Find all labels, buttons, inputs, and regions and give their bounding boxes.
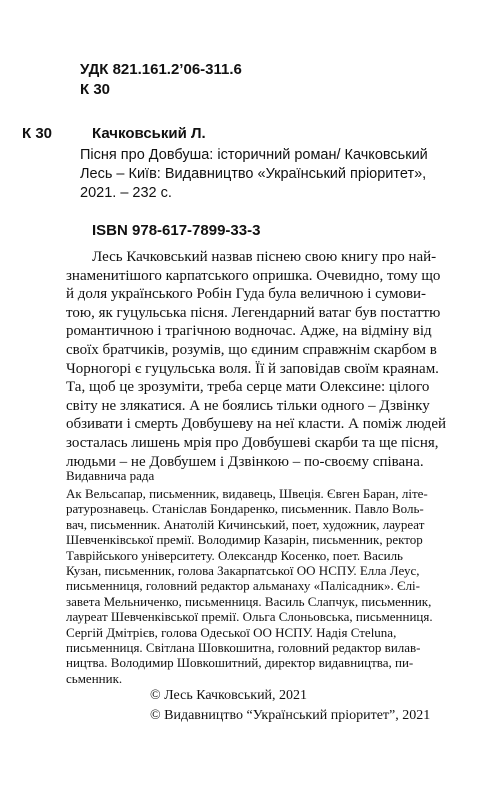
board-line: сьменник.	[66, 670, 123, 686]
board-line: письменниця. Світлана Шовкошитна, головний редактор вилав-	[66, 640, 421, 656]
bbk-code: К 30	[80, 81, 111, 98]
annotation-line: зосталась лишень мрія про Довбушеві скарби та ще пісня,	[66, 434, 439, 451]
annotation-line: знаменитішого карпатського опришка. Очевидно, тому що	[66, 267, 441, 284]
biblio-line: 2021. – 232 с.	[80, 185, 172, 201]
board-line: Кузан, письменник, голова Закарпатської ОО НСПУ. Елла Леус,	[66, 563, 420, 579]
bibliographic-description	[80, 146, 440, 203]
board-line: Ак Вельсапар, письменник, видавець, Швеція. Євген Баран, літе-	[66, 486, 428, 501]
board-line: Шевченківської премії. Володимир Казарін, письменник, ректор	[66, 532, 423, 548]
board-line: завета Мельниченко, письменниця. Василь Слапчук, письменник,	[66, 593, 432, 609]
board-line: вач, письменник. Анатолій Кичинський, поет, художник, лауреат	[66, 516, 425, 532]
annotation-line: тою, як гуцульська пісня. Легендарний ватаг був постаттю	[66, 304, 441, 321]
annotation-line: романтичною і трагічною водночас. Адже, на відміну від	[66, 323, 432, 340]
biblio-line: Пісня про Довбуша: історичний роман/ Качковський	[80, 147, 428, 163]
biblio-line: Лесь – Київ: Видавництво «Український пріоритет»,	[80, 166, 427, 182]
copyright-author: © Лесь Качковський, 2021	[150, 688, 308, 703]
catalog-author: Качковський Л.	[92, 125, 206, 142]
annotation-line: Чорногорі є гуцульська воля. Її й заповідав своїм краянам.	[66, 360, 439, 377]
annotation-line: світу не злякатися. А не боялись тільки одного – Дзвінку	[66, 397, 430, 414]
copyright-block	[150, 686, 430, 726]
copyright-publisher: © Видавництво “Український пріоритет”, 2021	[150, 708, 431, 723]
board-line: Сергій Дмітрієв, голова Одеської ОО НСПУ. Надія Стеluna,	[66, 624, 397, 640]
annotation-line: людьми – не Довбушем і Дзвінкою – по-своєму співана.	[66, 453, 424, 470]
annotation-line: Лесь Качковський назвав піснею свою книгу про най-	[92, 249, 437, 265]
annotation	[66, 248, 447, 471]
board-line: лауреат Шевченківської премії. Ольга Слоньовська, письменниця.	[66, 609, 433, 625]
udk-code: УДК 821.161.2’06-311.6	[80, 61, 242, 78]
annotation-line: й доля українського Робін Гуда була величною і сумови-	[66, 286, 427, 303]
annotation-line: своїх братчиків, розумів, що єдиним справжнім скарбом в	[66, 341, 437, 358]
board-line: письменниця, головний редактор альманаху «Палісадник». Єлі-	[66, 578, 421, 594]
annotation-line: обзивати і смерть Довбушеву на неї класти. А поміж людей	[66, 416, 447, 433]
udk-block	[80, 60, 242, 100]
annotation-line: Та, щоб це зрозуміти, треба серце мати Олексине: цілого	[66, 379, 430, 396]
board-line: ництва. Володимир Шовкошитний, директор видавництва, пи-	[66, 655, 414, 671]
board-line: Таврійського університету. Олександр Косенко, поет. Василь	[66, 547, 403, 563]
editorial-board-list	[66, 486, 442, 686]
catalog-code: К 30	[22, 125, 53, 142]
board-line: ратурознавець. Станіслав Бондаренко, письменник. Павло Воль-	[66, 501, 424, 517]
editorial-board-title: Видавнича рада	[66, 468, 155, 483]
isbn: ISBN 978-617-7899-33-3	[92, 222, 261, 239]
